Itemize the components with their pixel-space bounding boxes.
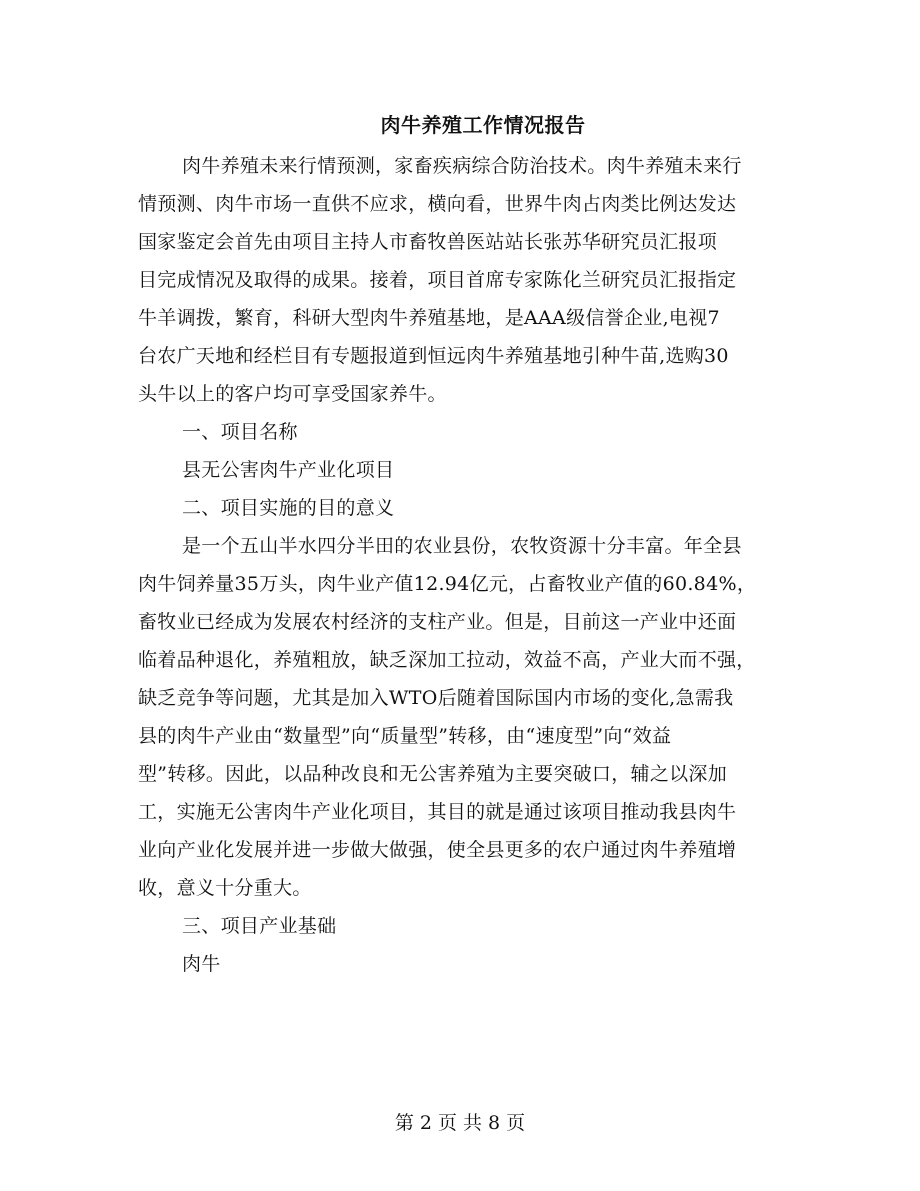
text-line: 目完成情况及取得的成果。接着，项目首席专家陈化兰研究员汇报指定	[138, 269, 737, 291]
text-line: 肉牛养殖未来行情预测，家畜疾病综合防治技术。肉牛养殖未来行	[182, 155, 742, 177]
text-line: 县无公害肉牛产业化项目	[182, 459, 395, 481]
text-line: 国家鉴定会首先由项目主持人市畜牧兽医站站长张苏华研究员汇报项	[138, 231, 718, 253]
text-line: 县的肉牛产业由“数量型”向“质量型”转移，由“速度型”向“效益	[138, 725, 672, 747]
text-line: 收，意义十分重大。	[138, 877, 312, 899]
section-heading: 一、项目名称	[182, 421, 298, 443]
text-line: 头牛以上的客户均可享受国家养牛。	[138, 383, 447, 405]
document-body	[138, 147, 778, 983]
text-line: 肉牛	[182, 953, 221, 975]
text-line: 畜牧业已经成为发展农村经济的支柱产业。但是，目前这一产业中还面	[138, 611, 737, 633]
section-heading: 三、项目产业基础	[182, 915, 337, 937]
text-line: 肉牛饲养量35万头，肉牛业产值12.94亿元，占畜牧业产值的60.84%，	[138, 573, 757, 595]
text-line: 情预测、肉牛市场一直供不应求，横向看，世界牛肉占肉类比例达发达	[138, 193, 737, 215]
section-heading: 二、项目实施的目的意义	[182, 497, 395, 519]
text-line: 是一个五山半水四分半田的农业县份，农牧资源十分丰富。年全县	[182, 535, 742, 557]
text-line: 业向产业化发展并进一步做大做强，使全县更多的农户通过肉牛养殖增	[138, 839, 737, 861]
text-line: 牛羊调拨，繁育，科研大型肉牛养殖基地，是AAA级信誉企业,电视7	[138, 307, 720, 329]
text-line: 台农广天地和经栏目有专题报道到恒远肉牛养殖基地引种牛苗,选购30	[138, 345, 729, 367]
text-line: 型”转移。因此，以品种改良和无公害养殖为主要突破口，辅之以深加	[138, 763, 728, 785]
document-title: 肉牛养殖工作情况报告	[380, 113, 586, 137]
text-line: 工，实施无公害肉牛产业化项目，其目的就是通过该项目推动我县肉牛	[138, 801, 737, 823]
page-footer: 第 2 页 共 8 页	[394, 1112, 526, 1134]
text-line: 临着品种退化，养殖粗放，缺乏深加工拉动，效益不高，产业大而不强，	[138, 649, 756, 671]
text-line: 缺乏竞争等问题，尤其是加入WTO后随着国际国内市场的变化,急需我	[138, 687, 734, 709]
